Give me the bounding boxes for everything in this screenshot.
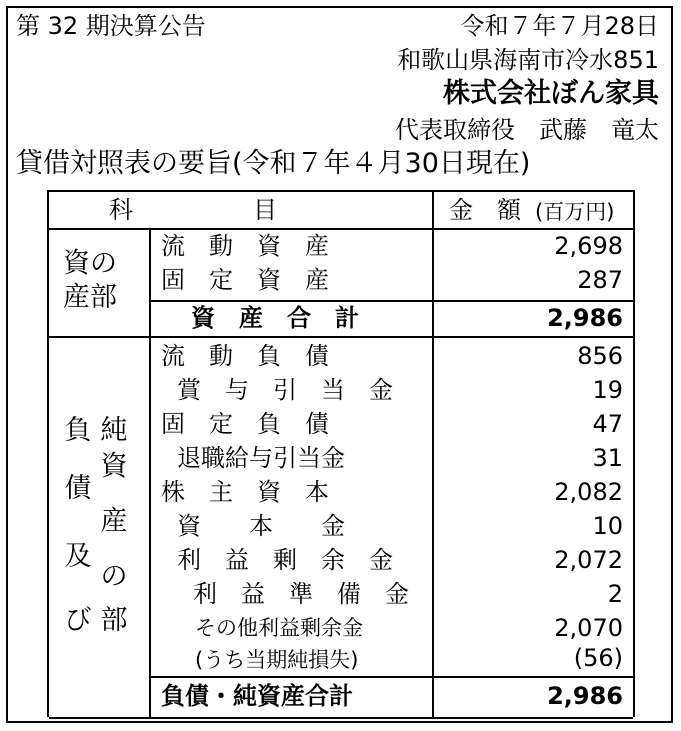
assets-section-divider xyxy=(49,336,633,338)
assets-total-value: 2,986 xyxy=(547,304,623,332)
row-label: 賞 与 引 当 金 xyxy=(177,376,393,404)
row-label: 利 益 準 備 金 xyxy=(193,580,409,608)
row-label: 固 定 負 債 xyxy=(161,410,329,438)
equity-char-3: 産 xyxy=(100,506,128,537)
liabilities-total-rule xyxy=(149,676,633,678)
row-value: 2,070 xyxy=(554,614,623,642)
balance-sheet-title: 貸借対照表の要旨(令和７年４月30日現在) xyxy=(16,148,531,179)
amount-column-header: 金 額 xyxy=(449,196,521,224)
company-address: 和歌山県海南市冷水851 xyxy=(397,46,659,74)
row-label: 株 主 資 本 xyxy=(161,478,329,506)
equity-char-4: の xyxy=(100,561,128,592)
representative: 代表取締役 武藤 竜太 xyxy=(395,116,659,144)
row-label: 資 本 金 xyxy=(177,512,345,540)
row-value: 856 xyxy=(577,342,623,370)
row-value: 2,072 xyxy=(554,546,623,574)
equity-char-5: 部 xyxy=(100,605,128,636)
assets-label-line2: 産部 xyxy=(63,282,117,313)
company-name: 株式会社ぼん家具 xyxy=(443,78,659,109)
equity-char-1: 純 xyxy=(100,415,128,446)
fiscal-term: 第 32 期決算公告 xyxy=(16,12,206,40)
row-value: 2,082 xyxy=(554,478,623,506)
row-label: 流 動 負 債 xyxy=(161,342,329,370)
row-value: 47 xyxy=(592,410,623,438)
assets-total-rule xyxy=(149,300,633,302)
balance-sheet-table xyxy=(47,190,635,717)
liab-char-3: 及 xyxy=(64,541,92,572)
row-label: (うち当期純損失) xyxy=(195,648,359,672)
row-value: 10 xyxy=(592,512,623,540)
row-label: 固 定 資 産 xyxy=(161,266,329,294)
item-column-header: 科 目 xyxy=(109,196,277,224)
row-label: その他利益剰余金 xyxy=(195,616,363,640)
row-label: 利 益 剰 余 金 xyxy=(177,546,393,574)
equity-char-2: 資 xyxy=(100,451,128,482)
row-value: 19 xyxy=(592,376,623,404)
liab-char-4: び xyxy=(64,605,92,636)
row-value: 2,698 xyxy=(554,232,623,260)
assets-total-label: 資 産 合 計 xyxy=(191,304,359,332)
assets-label-line1: 資の xyxy=(63,248,117,279)
header-divider xyxy=(49,228,633,230)
row-value: 287 xyxy=(577,266,623,294)
liabilities-total-value: 2,986 xyxy=(547,682,623,710)
section-column-divider xyxy=(149,228,151,719)
row-label: 退職給与引当金 xyxy=(177,444,345,472)
table-bottom xyxy=(49,717,633,719)
liab-char-1: 負 xyxy=(64,415,92,446)
unit-label: (百万円) xyxy=(535,200,615,224)
liab-char-2: 債 xyxy=(64,473,92,504)
row-value: 31 xyxy=(592,444,623,472)
announcement-date: 令和７年７月28日 xyxy=(460,12,659,40)
liabilities-total-label: 負債・純資産合計 xyxy=(161,682,353,710)
row-label: 流 動 資 産 xyxy=(161,232,329,260)
row-value: (56) xyxy=(573,644,623,672)
row-value: 2 xyxy=(607,580,623,608)
